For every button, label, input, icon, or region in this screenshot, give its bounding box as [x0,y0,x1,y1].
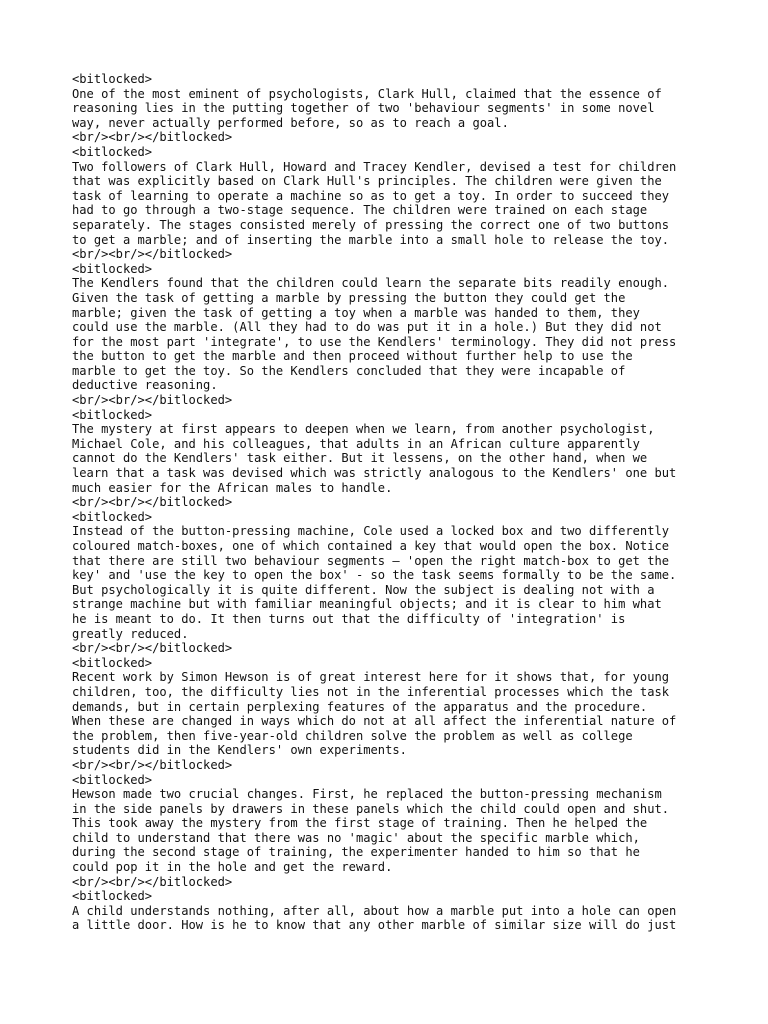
document-line: <bitlocked> [72,772,153,787]
document-line: he is meant to do. It then turns out that the difficulty of 'integration' is [72,611,626,626]
document-line: Two followers of Clark Hull, Howard and Tracey Kendler, devised a test for children [72,159,677,174]
document-line: The mystery at first appears to deepen when we learn, from another psychologist, [72,422,655,437]
document-line: <bitlocked> [72,889,153,904]
document-line: could use the marble. (All they had to do was put it in a hole.) But they did not [72,320,662,335]
document-line: much easier for the African males to handle. [72,480,393,495]
document-line: One of the most eminent of psychologists, Clark Hull, claimed that the essence of [72,86,662,101]
document-line: key' and 'use the key to open the box' - so the task seems formally to be the same. [72,568,677,583]
document-line: students did in the Kendlers' own experiments. [72,743,407,758]
document-line: reasoning lies in the putting together of two 'behaviour segments' in some novel [72,101,655,116]
document-line: Given the task of getting a marble by pressing the button they could get the [72,290,626,305]
document-line: to get a marble; and of inserting the marble into a small hole to release the toy. [72,232,670,247]
document-line: strange machine but with familiar meaningful objects; and it is clear to him what [72,597,662,612]
document-line: <bitlocked> [72,509,153,524]
document-line: <br/><br/></bitlocked> [72,495,233,510]
document-text [72,72,708,933]
document-line: greatly reduced. [72,626,189,641]
document-line: <bitlocked> [72,144,153,159]
document-line: demands, but in certain perplexing features of the apparatus and the procedure. [72,699,648,714]
document-line: learn that a task was devised which was strictly analogous to the Kendlers' one but [72,466,677,481]
document-line: <bitlocked> [72,261,153,276]
document-line: <br/><br/></bitlocked> [72,393,233,408]
document-line: Recent work by Simon Hewson is of great interest here for it shows that, for young [72,670,670,685]
document-line: <bitlocked> [72,407,153,422]
document-line: children, too, the difficulty lies not in the inferential processes which the task [72,684,670,699]
document-line: that was explicitly based on Clark Hull's principles. The children were given the [72,174,662,189]
document-line: <bitlocked> [72,72,153,86]
document-line: Instead of the button-pressing machine, Cole used a locked box and two differently [72,524,670,539]
document-line: for the most part 'integrate', to use the Kendlers' terminology. They did not press [72,334,677,349]
document-line: <br/><br/></bitlocked> [72,641,233,656]
document-line: <bitlocked> [72,655,153,670]
document-line: during the second stage of training, the experimenter handed to him so that he [72,845,640,860]
document-line: child to understand that there was no 'magic' about the specific marble which, [72,830,640,845]
document-line: could pop it in the hole and get the reward. [72,860,393,875]
document-line: marble; given the task of getting a toy when a marble was handed to them, they [72,305,640,320]
document-line: This took away the mystery from the first stage of training. Then he helped the [72,816,648,831]
document-line: A child understands nothing, after all, about how a marble put into a hole can open [72,903,677,918]
document-line: separately. The stages consisted merely of pressing the correct one of two buttons [72,217,670,232]
document-line: marble to get the toy. So the Kendlers concluded that they were incapable of [72,363,626,378]
document-line: Michael Cole, and his colleagues, that adults in an African culture apparently [72,436,640,451]
document-line: The Kendlers found that the children could learn the separate bits readily enough. [72,276,670,291]
document-line: <br/><br/></bitlocked> [72,874,233,889]
document-line: the button to get the marble and then proceed without further help to use the [72,349,633,364]
document-line: Hewson made two crucial changes. First, he replaced the button-pressing mechanism [72,787,662,802]
document-line: <br/><br/></bitlocked> [72,130,233,145]
document-line: way, never actually performed before, so as to reach a goal. [72,115,509,130]
document-line: the problem, then five-year-old children solve the problem as well as college [72,728,633,743]
document-line: had to go through a two-stage sequence. The children were trained on each stage [72,203,648,218]
document-line: coloured match-boxes, one of which contained a key that would open the box. Notice [72,539,670,553]
document-line: in the side panels by drawers in these panels which the child could open and shut. [72,801,670,816]
document-line: When these are changed in ways which do not at all affect the inferential nature of [72,714,677,729]
document-line: cannot do the Kendlers' task either. But it lessens, on the other hand, when we [72,451,648,466]
document-line: <br/><br/></bitlocked> [72,247,233,262]
document-line: But psychologically it is quite different. Now the subject is dealing not with a [72,582,655,597]
document-line: task of learning to operate a machine so as to get a toy. In order to succeed they [72,188,670,203]
document-line: that there are still two behaviour segments — 'open the right match-box to get the [72,553,670,568]
document-line: <br/><br/></bitlocked> [72,757,233,772]
document-line: deductive reasoning. [72,378,218,393]
document-line: a little door. How is he to know that any other marble of similar size will do just [72,918,677,933]
